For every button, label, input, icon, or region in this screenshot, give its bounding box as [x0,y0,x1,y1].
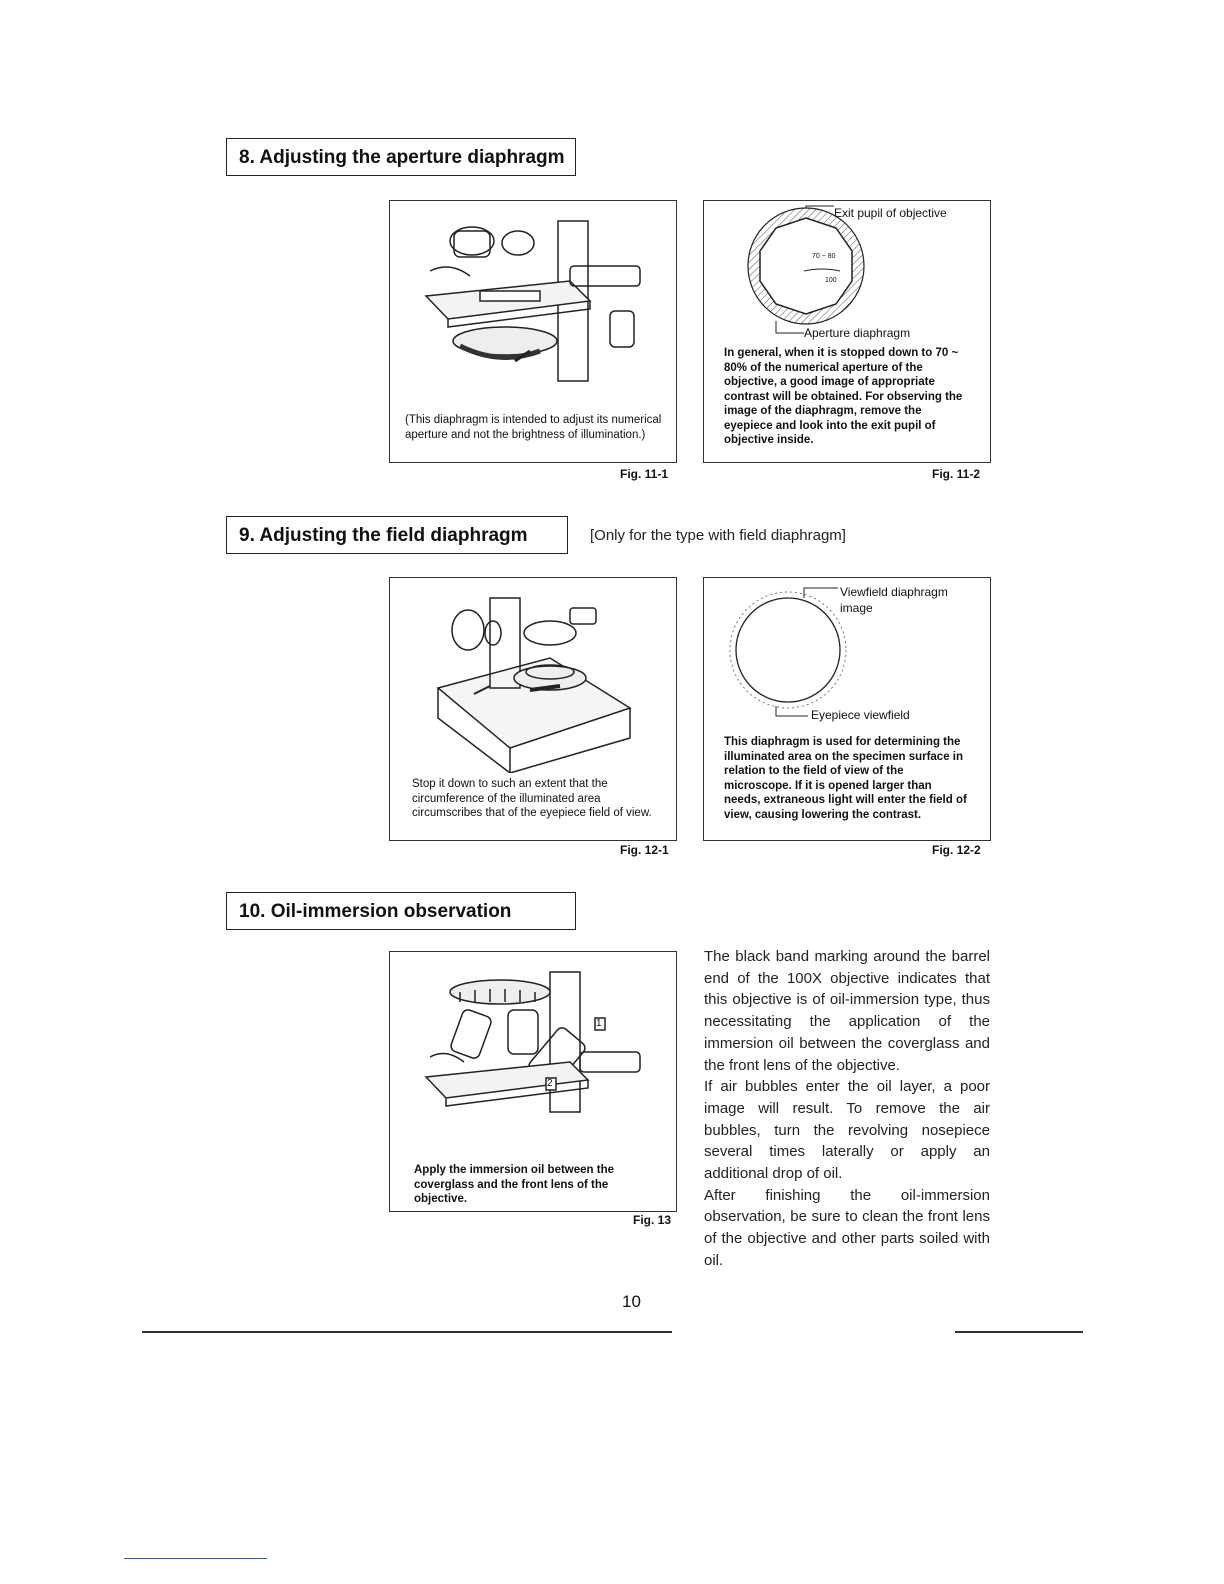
microscope-base-illustration [390,578,678,773]
oil-immersion-body-text [704,946,990,1272]
figure-11-1 [389,200,677,463]
section-10-heading: 10. Oil-immersion observation [226,892,576,930]
bottom-rule-left [142,1331,672,1333]
body-paragraph: If air bubbles enter the oil layer, a poor image will result. To remove the air bubbles, turn the revolving nosepiece several times laterally or apply an additional drop of oil. [704,1078,990,1183]
figure-11-1-caption: (This diaphragm is intended to adjust its numerical aperture and not the brightness of illumination.) [405,414,662,441]
marker-1: 1 [596,1018,602,1029]
section-8-heading: 8. Adjusting the aperture diaphragm [226,138,576,176]
figure-12-2-label: Fig. 12-2 [932,843,981,857]
oil-immersion-illustration [390,952,678,1132]
eyepiece-viewfield-label: Eyepiece viewfield [811,708,910,722]
section-9-heading: 9. Adjusting the field diaphragm [226,516,568,554]
figure-13-caption: Apply the immersion oil between the coverglass and the front lens of the objective. [414,1164,615,1205]
figure-13 [389,951,677,1212]
figure-11-2-label: Fig. 11-2 [932,467,981,481]
figure-12-2 [703,577,991,841]
figure-11-2 [703,200,991,463]
inner-label-100: 100 [825,277,837,284]
footer-rule [124,1558,267,1559]
figure-12-1-caption: Stop it down to such an extent that the circumference of the illuminated area circumscribes that of the eyepiece field of view. [412,778,652,819]
body-paragraph: After finishing the oil-immersion observation, be sure to clean the front lens of the objective and other parts soiled with oil. [704,1186,990,1269]
page-number: 10 [622,1292,641,1311]
inner-label-70-80: 70 ~ 80 [812,253,836,260]
exit-pupil-label: Exit pupil of objective [834,206,947,220]
microscope-stage-illustration [390,201,678,406]
figure-13-label: Fig. 13 [633,1213,672,1227]
aperture-diaphragm-label: Aperture diaphragm [804,326,911,340]
viewfield-diaphragm-label: Viewfield diaphragm image [840,585,948,615]
figure-11-2-caption: In general, when it is stopped down to 70 ~ 80% of the numerical aperture of the objective, a good image of appropriate contrast will be obtained. For observing the image of the diaphragm, remove the eyepiece and look into the exit pupil of objective inside. [724,347,963,446]
figure-11-1-label: Fig. 11-1 [620,467,669,481]
figure-12-2-caption: This diaphragm is used for determining the illuminated area on the specimen surface in relation to the field of view of the microscope. If it is opened larger than needs, extraneous light will enter the field of view, causing lowering the contrast. [724,736,967,821]
aperture-diaphragm-diagram [704,201,992,341]
body-paragraph: The black band marking around the barrel end of the 100X objective indicates that this objective is of oil-immersion type, thus necessitating the application of the immersion oil between the coverglass and the front lens of the objective. [704,948,990,1074]
bottom-rule-right [955,1331,1083,1333]
figure-12-1 [389,577,677,841]
section-9-note: [Only for the type with field diaphragm] [590,527,846,544]
marker-2: 2 [547,1078,553,1089]
figure-12-1-label: Fig. 12-1 [620,843,669,857]
